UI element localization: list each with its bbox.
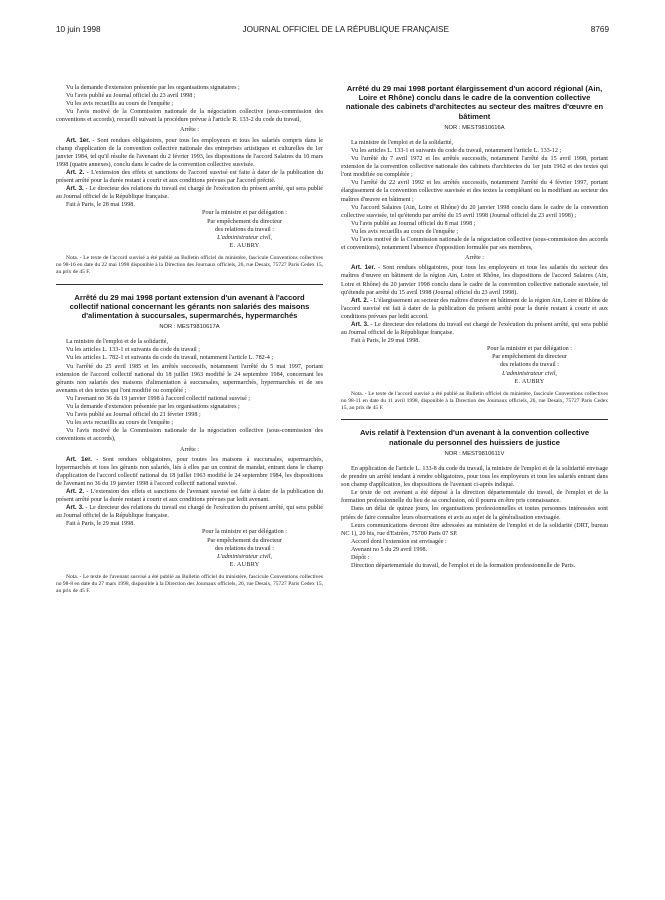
left-art2: Art. 2. - L'extension des effets et sanctions de l'accord susvisé est faite à dater de la publication du présent arrêté pour la durée restant à courir et aux conditions prévues par l'accord précité.	[56, 168, 323, 185]
right-signature: Pour la ministre et par délégation : Par empêchement du directeur des relations du travail : L'administrateur civil, E. AUBRY	[487, 346, 572, 385]
header-journal-title: JOURNAL OFFICIEL DE LA RÉPUBLIQUE FRANÇAISE	[242, 24, 449, 34]
left-b-art2: Art. 2. - L'extension des effets et sanctions de l'avenant susvisé est faite à dater de la publication du présent arrêté pour la durée restant à courir et aux conditions prévues par ledit avenant.	[56, 487, 323, 504]
right-decree-title: Arrêté du 29 mai 1998 portant élargissement d'un accord régional (Ain, Loire et Rhône) conclu dans le cadre de la convention collective nationale des cabinets d'architectes au secteur des maîtres d'œuvre en bâtiment	[345, 84, 604, 121]
left-body2-8: Vu les avis recueillis au cours de l'enquête ;	[66, 420, 174, 427]
left-column	[56, 84, 323, 595]
left-body2-5: Vu l'avenant no 36 du 19 janvier 1998 à l'accord collectif national susvisé ;	[66, 395, 251, 402]
right-body1-5: Vu l'accord Salaires (Ain, Loire et Rhône) du 20 janvier 1998 conclu dans le cadre de la convention collective susvisée, tel qu'étendu par arrêté du 15 avril 1998 (Journal officiel du 23 avril 1998) ;	[341, 204, 608, 219]
left-body2-9: Vu l'avis motivé de la Commission nationale de la négociation collective (sous-commission des conventions et accords),	[56, 428, 323, 443]
left-body2-1: La ministre de l'emploi et de la solidarité,	[66, 339, 169, 346]
left-fait-2: Fait à Paris, le 29 mai 1998.	[66, 521, 135, 528]
section-divider	[56, 284, 323, 285]
left-intro-2: Vu l'avis publié au Journal officiel du 23 avril 1998 ;	[66, 93, 196, 100]
left-body2-6: Vu la demande d'extension présentée par les organisations signataires ;	[66, 404, 240, 411]
right-notice-title: Avis relatif à l'extension d'un avenant à la convention collective nationale du personnel des huissiers de justice	[359, 428, 590, 447]
right-fait: Fait à Paris, le 29 mai 1998.	[351, 338, 420, 345]
header-page-number: 8769	[590, 24, 609, 34]
right-body1-3: Vu l'arrêté du 7 avril 1972 et les arrêtés successifs, notamment l'arrêté du 15 avril 1998, portant extension de la convention collective nationale des cabinets d'architectes du 1er juin 1962 et des textes qui l'ont modifiée ou complétée ;	[341, 156, 608, 179]
right-body2-7: Dépôt :	[351, 554, 370, 561]
left-fait: Fait à Paris, le 28 mai 1998.	[66, 202, 135, 209]
right-body1-6: Vu l'avis publié au Journal officiel du 8 mai 1998 ;	[351, 220, 476, 227]
right-body2-3: Dans un délai de quinze jours, les organisations professionnelles et toutes personnes intéressées sont priées de faire connaître leurs observations et avis au sujet de la généralisation envisagée.	[341, 506, 608, 521]
left-intro-3: Vu les avis recueillis au cours de l'enquête ;	[66, 101, 174, 108]
left-signature-2: Pour la ministre et par délégation : Par empêchement du directeur des relations du travail : L'administrateur civil, E. AUBRY	[202, 529, 287, 568]
left-b-art3: Art. 3. - Le directeur des relations du travail est chargé de l'exécution du présent arrêté, qui sera publié au Journal officiel de la République française.	[56, 504, 323, 520]
left-decree-nor: NOR : MEST9810617A	[159, 324, 220, 331]
left-intro-4: Vu l'avis motivé de la Commission nationale de la négociation collective (sous-commission des conventions et accords), recueilli suivant la procédure prévue à l'article R. 133-2 du code du travail,	[56, 109, 323, 124]
left-art3: Art. 3. - Le directeur des relations du travail est chargé de l'exécution du présent arrêté, qui sera publié au Journal officiel de la République française.	[56, 185, 323, 201]
header-date: 10 juin 1998	[56, 24, 101, 34]
right-body2-4: Leurs communications devront être adressées au ministère de l'emploi et de la solidarité (DRT, bureau NC 1), 20 bis, rue d'Estrées, 75700 Paris 07 SP.	[341, 522, 608, 537]
right-body2-5: Accord dont l'extension est envisagée :	[351, 538, 447, 545]
left-note: Nota. - Le texte de l'accord susvisé a été publié au Bulletin officiel du ministère, fascicule Conventions collectives no 98-16 en date du 22 mai 1998 disponible à la Direction des Journaux officiels, 26, rue Desaix, 75727 Paris Cedex 15, au prix de 45 F.	[56, 254, 323, 275]
right-body2-6: Avenant no 5 du 29 avril 1998.	[351, 546, 428, 553]
right-body1-8: Vu l'avis motivé de la Commission nationale de la négociation collective (sous-commission des accords et conventions), notamment l'absence d'opposition formulée par ses membres,	[341, 237, 608, 252]
section-divider-right	[341, 419, 608, 420]
left-arrete: Arrête :	[180, 127, 199, 134]
right-body1-7: Vu les avis recueillis au cours de l'enquête ;	[351, 228, 459, 235]
left-arrete-2: Arrête :	[180, 446, 199, 453]
left-body2-7: Vu l'avis publié au Journal officiel du 21 février 1998 ;	[66, 412, 201, 419]
right-art2: Art. 2. - L'élargissement au secteur des maîtres d'œuvre en bâtiment de la région Ain, Loire et Rhône de l'accord susvisé est fait à dater de la publication du présent arrêté pour la durée restant à courir et aux conditions prévues par ledit accord.	[341, 296, 608, 320]
right-body2-8: Direction départementale du travail, de l'emploi et de la formation professionnelle de Paris.	[351, 563, 576, 570]
left-b-art1: Art. 1er. - Sont rendues obligatoires, pour toutes les maisons à succursales, supermarchés, hypermarchés et tous les gérants non salariés, liés à elles par un contrat de mandat, entrant dans le champ d'application de l'accord collectif national du 18 juillet 1963 modifié le 24 septembre 1984, les dispositions de l'avenant no 36 du 19 janvier 1998 à l'accord collectif national susvisé.	[56, 455, 323, 487]
right-body1-1: La ministre de l'emploi et de la solidarité,	[351, 139, 454, 146]
left-body2-4: Vu l'arrêté du 25 avril 1985 et les arrêtés successifs, notamment l'arrêté du 5 mai 1997, portant extension de l'accord collectif national du 18 juillet 1963 modifié le 24 septembre 1984, concernant les gérants non salariés des maisons d'alimentation à succursales, supermarchés, hypermarchés et de ses avenants et des textes qui l'ont modifié ou complété ;	[56, 363, 323, 394]
right-body2-2: Le texte de cet avenant a été déposé à la direction départementale du travail, de l'emploi et de la formation professionnelle du lieu de sa conclusion, où il pourra en être pris connaissance.	[341, 490, 608, 505]
running-header	[56, 22, 609, 36]
left-note-2: Nota. - Le texte de l'avenant susvisé a été publié au Bulletin officiel du ministère, fascicule Conventions collectives no 98-8 en date du 27 mars 1998, disponible à la Direction des Journaux officiels, 26, rue Desaix, 75727 Paris Cedex 15, au prix de 45 F.	[56, 573, 323, 594]
left-intro-1: Vu la demande d'extension présentée par les organisations signataires ;	[66, 85, 240, 91]
right-body1-2: Vu les articles L. 133-1 et suivants du code du travail, notamment l'article L. 133-12 ;	[351, 148, 562, 154]
left-art1: Art. 1er. - Sont rendues obligatoires, pour tous les employeurs et tous les salariés compris dans le champ d'application de la convention collective nationale des entreprises artistiques et culturelles du 1er janvier 1984, tel qu'il résulte de l'avenant du 2 février 1993, les dispositions de l'accord Salaires du 10 mars 1998 (quatre annexes), conclu dans le cadre de la convention collective susvisée.	[56, 136, 324, 168]
right-art1: Art. 1er. - Sont rendues obligatoires, pour tous les employeurs et tous les salariés du secteur des maîtres d'œuvre en bâtiment de la région Ain, Loire et Rhône, les dispositions de l'accord Salaires (Ain, Loire et Rhône) du 20 janvier 1998 conclu dans le cadre de la convention collective nationale susvisée, tel qu'étendu par arrêté du 15 avril 1998 (Journal officiel du 23 avril 1998).	[341, 264, 608, 296]
two-column-body	[56, 84, 609, 595]
left-body2-2: Vu les articles L. 133-1 et suivants du code du travail ;	[66, 347, 201, 354]
left-signature: Pour la ministre et par délégation : Par empêchement du directeur des relations du travail : L'administrateur civil, E. AUBRY	[202, 210, 287, 249]
right-art3: Art. 3. - Le directeur des relations du travail est chargé de l'exécution du présent arrêté, qui sera publié au Journal officiel de la République française.	[341, 320, 608, 337]
right-decree-nor: NOR : MEST9810616A	[444, 124, 505, 131]
right-body1-4: Vu l'arrêté du 22 avril 1992 et les arrêtés successifs, notamment l'arrêté du 4 février 1997, portant élargissement de la convention collective susvisée et des textes la complétant ou la modifiant au secteur des maîtres d'œuvre en bâtiment ;	[341, 180, 608, 203]
right-note: Nota. - Le texte de l'accord susvisé a été publié au Bulletin officiel du ministère, fascicule Conventions collectives no 98-11 en date du 11 avril 1998, disponible à la Direction des Journaux officiels, 26, rue Desaix, 75727 Paris Cedex 15, au prix de 45 F.	[341, 390, 608, 411]
left-body2-3: Vu les articles L. 782-1 et suivants du code du travail, notamment l'article L. 782-4 ;	[66, 355, 274, 362]
right-column	[341, 84, 608, 595]
left-decree-title: Arrêté du 29 mai 1998 portant extension d'un avenant à l'accord collectif national concernant les gérants non salariés des maisons d'alimentation à succursales, supermarchés, hypermarchés	[69, 292, 310, 320]
right-notice-nor: NOR : MEST9810611V	[444, 450, 505, 457]
right-arrete: Arrête :	[465, 255, 484, 262]
right-body2-1: En application de l'article L. 133-8 du code du travail, la ministre de l'emploi et de la solidarité envisage de prendre un arrêté tendant à rendre obligatoires, pour tous les employeurs et tous les salariés entrant dans son champ d'application, les dispositions de l'avenant ci-après indiqué.	[341, 465, 608, 489]
